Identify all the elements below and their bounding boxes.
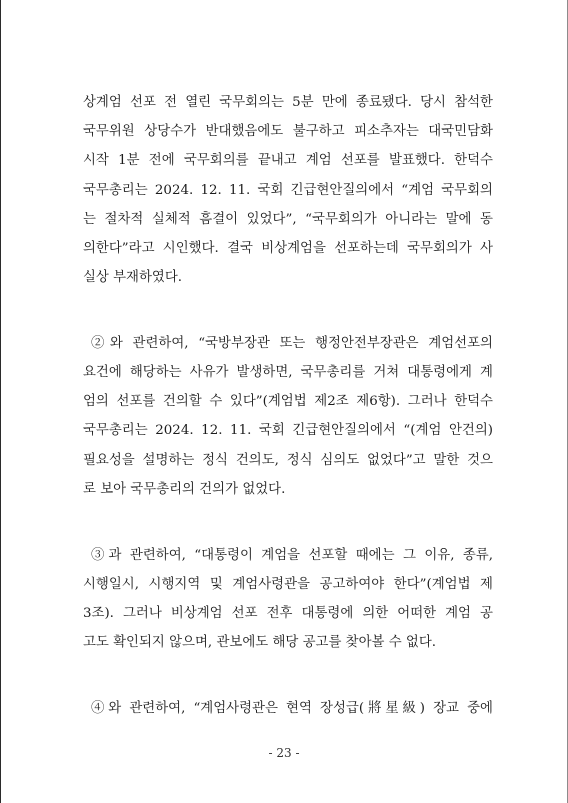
paragraph-gap xyxy=(83,504,493,541)
paragraph-1 xyxy=(83,88,493,292)
paragraph-4 xyxy=(83,694,493,723)
paragraph-gap xyxy=(83,657,493,694)
page-edge-left xyxy=(0,0,1,803)
text-line: 는 절차적 실체적 흠결이 있었다”, “국무회의가 아니라는 말에 동 xyxy=(83,211,493,227)
text-line: 3조). 그러나 비상계엄 선포 전후 대통령에 의한 어떠한 계엄 공 xyxy=(83,606,493,621)
text-line: 요건에 해당하는 사유가 발생하면, 국무총리를 거쳐 대통령에게 계 xyxy=(83,365,493,381)
text-line: 시작 1분 전에 국무회의를 끝내고 계엄 선포를 발표했다. 한덕수 xyxy=(83,153,493,169)
text-line: 국무위원 상당수가 반대했음에도 불구하고 피소추자는 대국민담화 xyxy=(83,124,493,140)
text-line: 로 보아 국무총리의 건의가 없었다. xyxy=(83,481,286,497)
text-line: 엄의 선포를 건의할 수 있다”(계엄법 제2조 제6항). 그러나 한덕수 xyxy=(83,394,493,410)
text-line: 국무총리는 2024. 12. 11. 국회 긴급현안질의에서 “계엄 국무회의 xyxy=(83,182,493,198)
text-line: ④와 관련하여, “계엄사령관은 현역 장성급(將星級) 장교 중에 xyxy=(91,700,493,716)
text-line: 실상 부재하였다. xyxy=(83,270,183,286)
text-line: 고도 확인되지 않으며, 관보에도 해당 공고를 찾아볼 수 없다. xyxy=(83,635,437,651)
text-line: 국무총리는 2024. 12. 11. 국회 긴급현안질의에서 “(계엄 안건의) xyxy=(83,423,493,439)
paragraph-gap xyxy=(83,292,493,329)
paragraph-2 xyxy=(83,329,493,504)
text-line: 시행일시, 시행지역 및 계엄사령관을 공고하여야 한다”(계엄법 제 xyxy=(83,576,493,592)
text-line: 필요성을 설명하는 정식 건의도, 정식 심의도 없었다”고 말한 것으 xyxy=(83,452,493,468)
text-line: ②와 관련하여, “국방부장관 또는 행정안전부장관은 계엄선포의 xyxy=(91,335,493,351)
body-text xyxy=(83,88,493,723)
page-number: - 23 - xyxy=(268,746,300,760)
paragraph-3 xyxy=(83,541,493,658)
text-line: 상계엄 선포 전 열린 국무회의는 5분 만에 종료됐다. 당시 참석한 xyxy=(83,95,493,110)
text-line: ③과 관련하여, “대통령이 계엄을 선포할 때에는 그 이유, 종류, xyxy=(91,547,493,563)
text-line: 의한다”라고 시인했다. 결국 비상계엄을 선포하는데 국무회의가 사 xyxy=(83,240,493,256)
